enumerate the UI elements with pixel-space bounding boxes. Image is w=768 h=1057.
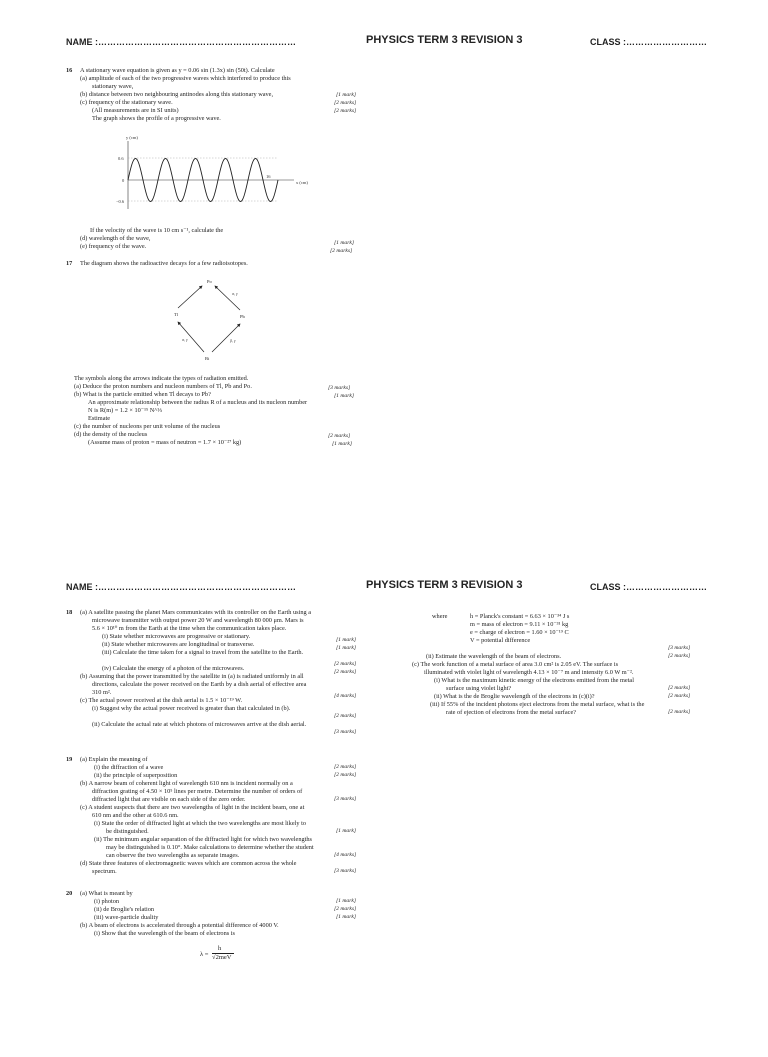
graph-x-tick: 16 <box>266 174 271 179</box>
q20-line: (b) A beam of electrons is accelerated through a potential difference of 4000 V. <box>80 922 279 929</box>
marks: [2 marks] <box>334 100 357 106</box>
q19-line: 610 nm and the other at 610.6 nm. <box>92 812 179 819</box>
decay-diagram <box>160 274 270 369</box>
q18-line: (ii) State whether microwaves are longitudinal or transverse. <box>102 641 255 648</box>
q18-line: (b) Assuming that the power transmitted by the satellite in (a) is radiated uniformly in all <box>80 673 304 680</box>
worksheet-page-2 <box>0 545 768 1057</box>
question-number: 16 <box>66 67 73 74</box>
marks: [2 marks] <box>668 709 691 715</box>
q20-line: (a) What is meant by <box>80 890 133 897</box>
page-header <box>0 0 768 47</box>
marks: [2 marks] <box>328 433 351 439</box>
q18-line: (ii) Calculate the actual rate at which photons of microwaves arrive at the dish aerial. <box>92 721 307 728</box>
marks: [1 mark] <box>334 393 355 399</box>
q19-line: (i) State the order of diffracted light at which the two wavelengths are most likely to <box>94 820 306 827</box>
q20-line: (c) The work function of a metal surface of area 3.0 cm² is 2.05 eV. The surface is <box>412 661 619 668</box>
q16-line: stationary wave, <box>92 83 134 90</box>
graph-x-axis-label: x (cm) <box>296 180 308 185</box>
marks: [2 marks] <box>668 693 691 699</box>
marks: [3 marks] <box>668 645 691 651</box>
arrow-label: α, γ <box>182 337 188 342</box>
decay-arrow <box>212 324 240 352</box>
q16-line: (a) amplitude of each of the two progressive waves which interfered to produce this <box>80 75 291 82</box>
q20-line: (i) photon <box>94 898 120 905</box>
marks: [2 marks] <box>668 653 691 659</box>
decay-arrow <box>178 286 202 308</box>
constant-definition: e = charge of electron = 1.60 × 10⁻¹⁹ C <box>470 629 569 636</box>
q18-line: (a) A satellite passing the planet Mars communicates with its controller on the Earth using a <box>80 609 312 616</box>
q20-line: (ii) de Broglie's relation <box>94 906 155 913</box>
q17-line: (a) Deduce the proton numbers and nucleon numbers of Tl, Pb and Po. <box>74 383 252 390</box>
marks: [2 marks] <box>334 772 357 778</box>
q18-line: (i) State whether microwaves are progressive or stationary. <box>102 633 251 640</box>
arrow-label: α, γ <box>232 291 238 296</box>
q16-line: (b) distance between two neighbouring antinodes along this stationary wave, <box>80 91 274 98</box>
graph-y-axis-label: y (cm) <box>126 135 138 140</box>
q19-line: be distinguished. <box>106 828 149 835</box>
q16-after-line: If the velocity of the wave is 10 cm s⁻¹, calculate the <box>90 227 224 234</box>
marks: [4 marks] <box>334 693 357 699</box>
graph-y-tick: 0.6 <box>118 156 124 161</box>
marks: [1 mark] <box>332 441 353 447</box>
q16-after-line: (e) frequency of the wave. <box>80 243 147 250</box>
arrow-label: β, γ <box>230 338 236 343</box>
marks: [2 marks] <box>668 685 691 691</box>
graph-y-tick: 0 <box>122 178 125 183</box>
q19-line: (i) the diffraction of a wave <box>94 764 164 771</box>
q16-line: The graph shows the profile of a progressive wave. <box>92 115 221 122</box>
question-number: 20 <box>66 890 73 897</box>
q19-line: spectrum. <box>92 868 117 875</box>
q17-line: (b) What is the particle emitted when Tl decays to Pb? <box>74 391 211 398</box>
q17-line: Estimate <box>88 415 111 422</box>
marks: [1 mark] <box>336 828 357 834</box>
q18-line: (iii) Calculate the time taken for a signal to travel from the satellite to the Earth. <box>102 649 304 656</box>
q18-line: microwave transmitter with output power 20 W and wavelength 80 000 μm. Mars is <box>92 617 304 624</box>
marks: [2 marks] <box>334 764 357 770</box>
marks: [2 marks] <box>334 661 357 667</box>
q19-line: diffraction grating of 4.50 × 10⁵ lines per metre. Determine the number of orders of <box>92 788 303 795</box>
q16-line: (All measurements are in SI units) <box>92 107 179 114</box>
nuclide-po: Po <box>207 279 212 284</box>
name-field-label: NAME :………………………………………………………… <box>66 582 296 592</box>
q16-line: A stationary wave equation is given as y = 0.06 sin (1.3x) sin (50t). Calculate <box>80 67 275 74</box>
q17-line: An approximate relationship between the radius R of a nucleus and its nucleon number <box>88 399 308 406</box>
q19-line: (b) A narrow beam of coherent light of wavelength 610 nm is incident normally on a <box>80 780 293 787</box>
q20-line: (iii) wave-particle duality <box>94 914 159 921</box>
q18-line: 5.6 × 10¹⁰ m from the Earth at the time when the communication takes place. <box>92 625 287 632</box>
q20-line: rate of ejection of electrons from the metal surface? <box>446 709 577 716</box>
marks: [2 marks] <box>330 248 353 254</box>
q18-line: directions, calculate the power received on the Earth by a dish aerial of effective area <box>92 681 307 688</box>
wave-profile-graph <box>108 133 318 213</box>
q20-line: (iii) If 55% of the incident photons eject electrons from the metal surface, what is the <box>430 701 645 708</box>
name-field-label: NAME :………………………………………………………… <box>66 37 296 47</box>
q19-line: (c) A student suspects that there are two wavelengths of light in the incident beam, one at <box>80 804 305 811</box>
marks: [1 mark] <box>334 240 355 246</box>
marks: [1 mark] <box>336 898 357 904</box>
marks: [4 marks] <box>334 852 357 858</box>
formula-lhs: λ = <box>200 951 209 958</box>
q16-after-line: (d) wavelength of the wave, <box>80 235 151 242</box>
q19-line: diffracted light that are visible on each side of the zero order. <box>92 796 246 803</box>
q19-line: (a) Explain the meaning of <box>80 756 148 763</box>
worksheet-page-1 <box>0 0 768 512</box>
page-title: PHYSICS TERM 3 REVISION 3 <box>366 34 523 46</box>
question-number: 17 <box>66 260 73 267</box>
graph-y-tick: −0.6 <box>116 199 125 204</box>
marks: [2 marks] <box>334 713 357 719</box>
page-title: PHYSICS TERM 3 REVISION 3 <box>366 579 523 591</box>
marks: [1 mark] <box>336 637 357 643</box>
formula-numerator: h <box>218 945 222 952</box>
q17-line: (c) the number of nucleons per unit volume of the nucleus <box>74 423 221 430</box>
nuclide-bi: Bi <box>205 356 210 361</box>
decay-arrow <box>215 286 240 310</box>
page-header <box>0 545 768 592</box>
q17-line: N is R(m) = 1.2 × 10⁻¹⁵ N^⅓ <box>88 407 162 414</box>
class-field-label: CLASS :……………………… <box>590 37 707 47</box>
marks: [2 marks] <box>334 906 357 912</box>
q19-line: (d) State three features of electromagnetic waves which are common across the whole <box>80 860 297 867</box>
marks: [3 marks] <box>334 729 357 735</box>
marks: [1 mark] <box>336 914 357 920</box>
q17-intro: The diagram shows the radioactive decays for a few radioisotopes. <box>80 260 248 267</box>
marks: [3 marks] <box>334 796 357 802</box>
question-number: 18 <box>66 609 73 616</box>
nuclide-tl: Tl <box>174 312 178 317</box>
q17-line: (Assume mass of proton = mass of neutron = 1.7 × 10⁻²⁷ kg) <box>88 439 242 446</box>
q18-line: (c) The actual power received at the dish aerial is 1.5 × 10⁻¹⁹ W. <box>80 697 243 704</box>
class-field-label: CLASS :……………………… <box>590 582 707 592</box>
q20-line: (ii) Estimate the wavelength of the beam of electrons. <box>426 653 562 660</box>
marks: [2 marks] <box>334 669 357 675</box>
marks: [1 mark] <box>336 645 357 651</box>
q20-line: (i) What is the maximum kinetic energy of the electrons emitted from the metal <box>434 677 634 684</box>
constant-definition: h = Planck's constant = 6.63 × 10⁻³⁴ J s <box>470 613 570 620</box>
where-label: where <box>432 613 448 620</box>
q18-line: 310 m². <box>92 689 112 696</box>
q20-line: (ii) What is the de Broglie wavelength of the electrons in (c)(i)? <box>434 693 595 700</box>
q20-line: illuminated with violet light of wavelength 4.13 × 10⁻⁷ m and intensity 6.0 W m⁻². <box>424 669 634 676</box>
marks: [1 mark] <box>336 92 357 98</box>
q19-line: (ii) the principle of superposition <box>94 772 178 779</box>
q16-line: (c) frequency of the stationary wave. <box>80 99 173 106</box>
nuclide-pb: Pb <box>240 314 245 319</box>
marks: [2 marks] <box>334 108 357 114</box>
q19-line: may be distinguished is 0.10°. Make calculations to determine whether the student <box>106 844 314 851</box>
question-number: 19 <box>66 756 73 763</box>
q17-line: (d) the density of the nucleus <box>74 431 148 438</box>
q17-line: The symbols along the arrows indicate the types of radiation emitted. <box>74 375 249 382</box>
constant-definition: m = mass of electron = 9.11 × 10⁻³¹ kg <box>470 621 569 628</box>
q20-line: (i) Show that the wavelength of the beam of electrons is <box>94 930 235 937</box>
constant-definition: V = potential difference <box>470 637 531 644</box>
q18-line: (i) Suggest why the actual power received is greater than that calculated in (b). <box>92 705 291 712</box>
q18-line: (iv) Calculate the energy of a photon of the microwaves. <box>102 665 245 672</box>
formula-denominator: √2meV <box>212 954 232 961</box>
q20-line: surface using violet light? <box>446 685 512 692</box>
marks: [3 marks] <box>334 868 357 874</box>
q19-line: can observe the two wavelengths as separate images. <box>106 852 240 859</box>
q19-line: (ii) The minimum angular separation of the diffracted light for which two wavelengths <box>94 836 312 843</box>
marks: [3 marks] <box>328 385 351 391</box>
